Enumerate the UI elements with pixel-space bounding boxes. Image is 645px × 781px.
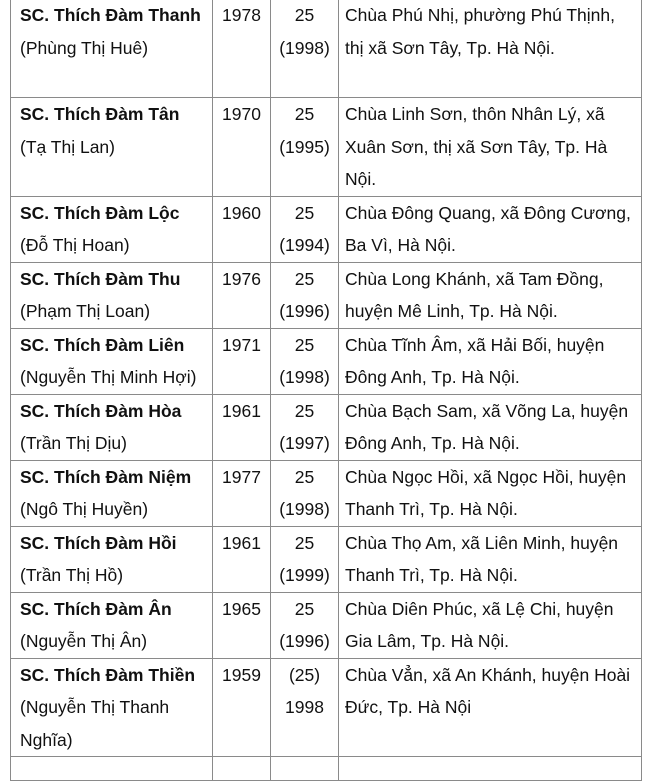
birth-year: 1965: [213, 592, 271, 658]
ordination-cell: [271, 328, 339, 394]
name-cell: [11, 98, 213, 197]
ordination-year: (1996): [279, 301, 330, 321]
ordination-cell: [271, 658, 339, 757]
lay-name: (Ngô Thị Huyền): [20, 499, 149, 519]
name-cell: [11, 394, 213, 460]
temple-address: Chùa Thọ Am, xã Liên Minh, huyện Thanh Trì, Tp. Hà Nội.: [339, 526, 642, 592]
lay-name: (Nguyễn Thị Thanh Nghĩa): [20, 697, 170, 750]
lay-name: (Phùng Thị Huê): [20, 37, 149, 58]
ordination-year: (1994): [279, 235, 330, 255]
ordination-cell: [271, 98, 339, 197]
birth-year: 1961: [213, 526, 271, 592]
ordination-age: 25: [294, 202, 315, 223]
dharma-name: SC. Thích Đàm Hồi: [20, 532, 177, 553]
table-row: [11, 460, 642, 526]
temple-address: Chùa Diên Phúc, xã Lệ Chi, huyện Gia Lâm, Tp. Hà Nội.: [339, 592, 642, 658]
table-row: [11, 0, 642, 98]
ordination-age: 25: [294, 268, 315, 289]
table-row: [11, 262, 642, 328]
table-row: [11, 98, 642, 197]
name-cell: [11, 328, 213, 394]
lay-name: (Nguyễn Thị Minh Hợi): [20, 367, 197, 387]
temple-address: Chùa Vẳn, xã An Khánh, huyện Hoài Đức, Tp. Hà Nội: [339, 658, 642, 757]
ordination-age: 25: [294, 466, 315, 487]
ordination-year: (1998): [279, 37, 330, 58]
ordination-age: 25: [294, 400, 315, 421]
name-cell: [11, 196, 213, 262]
birth-year: 1959: [213, 658, 271, 757]
temple-address: Chùa Tĩnh Âm, xã Hải Bối, huyện Đông Anh, Tp. Hà Nội.: [339, 328, 642, 394]
ordination-age: 25: [294, 532, 315, 553]
lay-name: (Trần Thị Hồ): [20, 565, 124, 585]
table-row: [11, 526, 642, 592]
name-cell: [11, 526, 213, 592]
ordination-cell: [271, 0, 339, 98]
ordination-year: (1998): [279, 499, 330, 519]
dharma-name: SC. Thích Đàm Thiền: [20, 664, 196, 685]
birth-year: 1970: [213, 98, 271, 197]
birth-year: 1976: [213, 262, 271, 328]
ordination-cell: [271, 592, 339, 658]
name-cell: [11, 0, 213, 98]
table-row: [11, 328, 642, 394]
ordination-year: (1997): [279, 433, 330, 453]
ordination-cell: [271, 394, 339, 460]
table-row: [11, 394, 642, 460]
temple-address: Chùa Đông Quang, xã Đông Cương, Ba Vì, Hà Nội.: [339, 196, 642, 262]
ordination-year: (1999): [279, 565, 330, 585]
lay-name: (Phạm Thị Loan): [20, 301, 151, 321]
ordination-year: (1995): [279, 136, 330, 157]
temple-address: Chùa Long Khánh, xã Tam Đồng, huyện Mê Linh, Tp. Hà Nội.: [339, 262, 642, 328]
birth-year: 1961: [213, 394, 271, 460]
name-cell: [11, 592, 213, 658]
table-row: [11, 592, 642, 658]
dharma-name: SC. Thích Đàm Thu: [20, 268, 181, 289]
ordination-age: 25: [294, 104, 315, 124]
name-cell: [11, 460, 213, 526]
ordination-year: 1998: [285, 697, 324, 717]
lay-name: (Tạ Thị Lan): [20, 136, 115, 157]
table-row: [11, 196, 642, 262]
birth-year: 1971: [213, 328, 271, 394]
dharma-name: SC. Thích Đàm Ân: [20, 598, 172, 619]
ordination-year: (1998): [279, 367, 330, 387]
birth-year: 1977: [213, 460, 271, 526]
nun-roster-table: [10, 0, 642, 781]
ordination-age: (25): [288, 664, 321, 685]
temple-address: Chùa Linh Sơn, thôn Nhân Lý, xã Xuân Sơn, thị xã Sơn Tây, Tp. Hà Nội.: [339, 98, 642, 197]
name-cell: [11, 658, 213, 757]
ordination-age: 25: [294, 334, 315, 355]
empty-cell: [213, 757, 271, 781]
lay-name: (Nguyễn Thị Ân): [20, 631, 148, 651]
birth-year: 1978: [213, 0, 271, 98]
table-row: [11, 757, 642, 781]
ordination-age: 25: [294, 598, 315, 619]
name-cell: [11, 262, 213, 328]
lay-name: (Đỗ Thị Hoan): [20, 235, 130, 255]
temple-address: Chùa Bạch Sam, xã Võng La, huyện Đông Anh, Tp. Hà Nội.: [339, 394, 642, 460]
temple-address: Chùa Ngọc Hồi, xã Ngọc Hồi, huyện Thanh Trì, Tp. Hà Nội.: [339, 460, 642, 526]
empty-cell: [339, 757, 642, 781]
ordination-cell: [271, 460, 339, 526]
dharma-name: SC. Thích Đàm Hòa: [20, 400, 182, 421]
ordination-cell: [271, 262, 339, 328]
ordination-year: (1996): [279, 631, 330, 651]
dharma-name: SC. Thích Đàm Liên: [20, 334, 185, 355]
ordination-age: 25: [294, 5, 315, 25]
empty-cell: [11, 757, 213, 781]
dharma-name: SC. Thích Đàm Niệm: [20, 466, 192, 487]
lay-name: (Trần Thị Dịu): [20, 433, 127, 453]
dharma-name: SC. Thích Đàm Lộc: [20, 202, 180, 223]
temple-address: Chùa Phú Nhị, phường Phú Thịnh, thị xã Sơn Tây, Tp. Hà Nội.: [339, 0, 642, 98]
dharma-name: SC. Thích Đàm Tân: [20, 104, 180, 124]
empty-cell: [271, 757, 339, 781]
birth-year: 1960: [213, 196, 271, 262]
table-row: [11, 658, 642, 757]
ordination-cell: [271, 526, 339, 592]
ordination-cell: [271, 196, 339, 262]
dharma-name: SC. Thích Đàm Thanh: [20, 5, 201, 25]
